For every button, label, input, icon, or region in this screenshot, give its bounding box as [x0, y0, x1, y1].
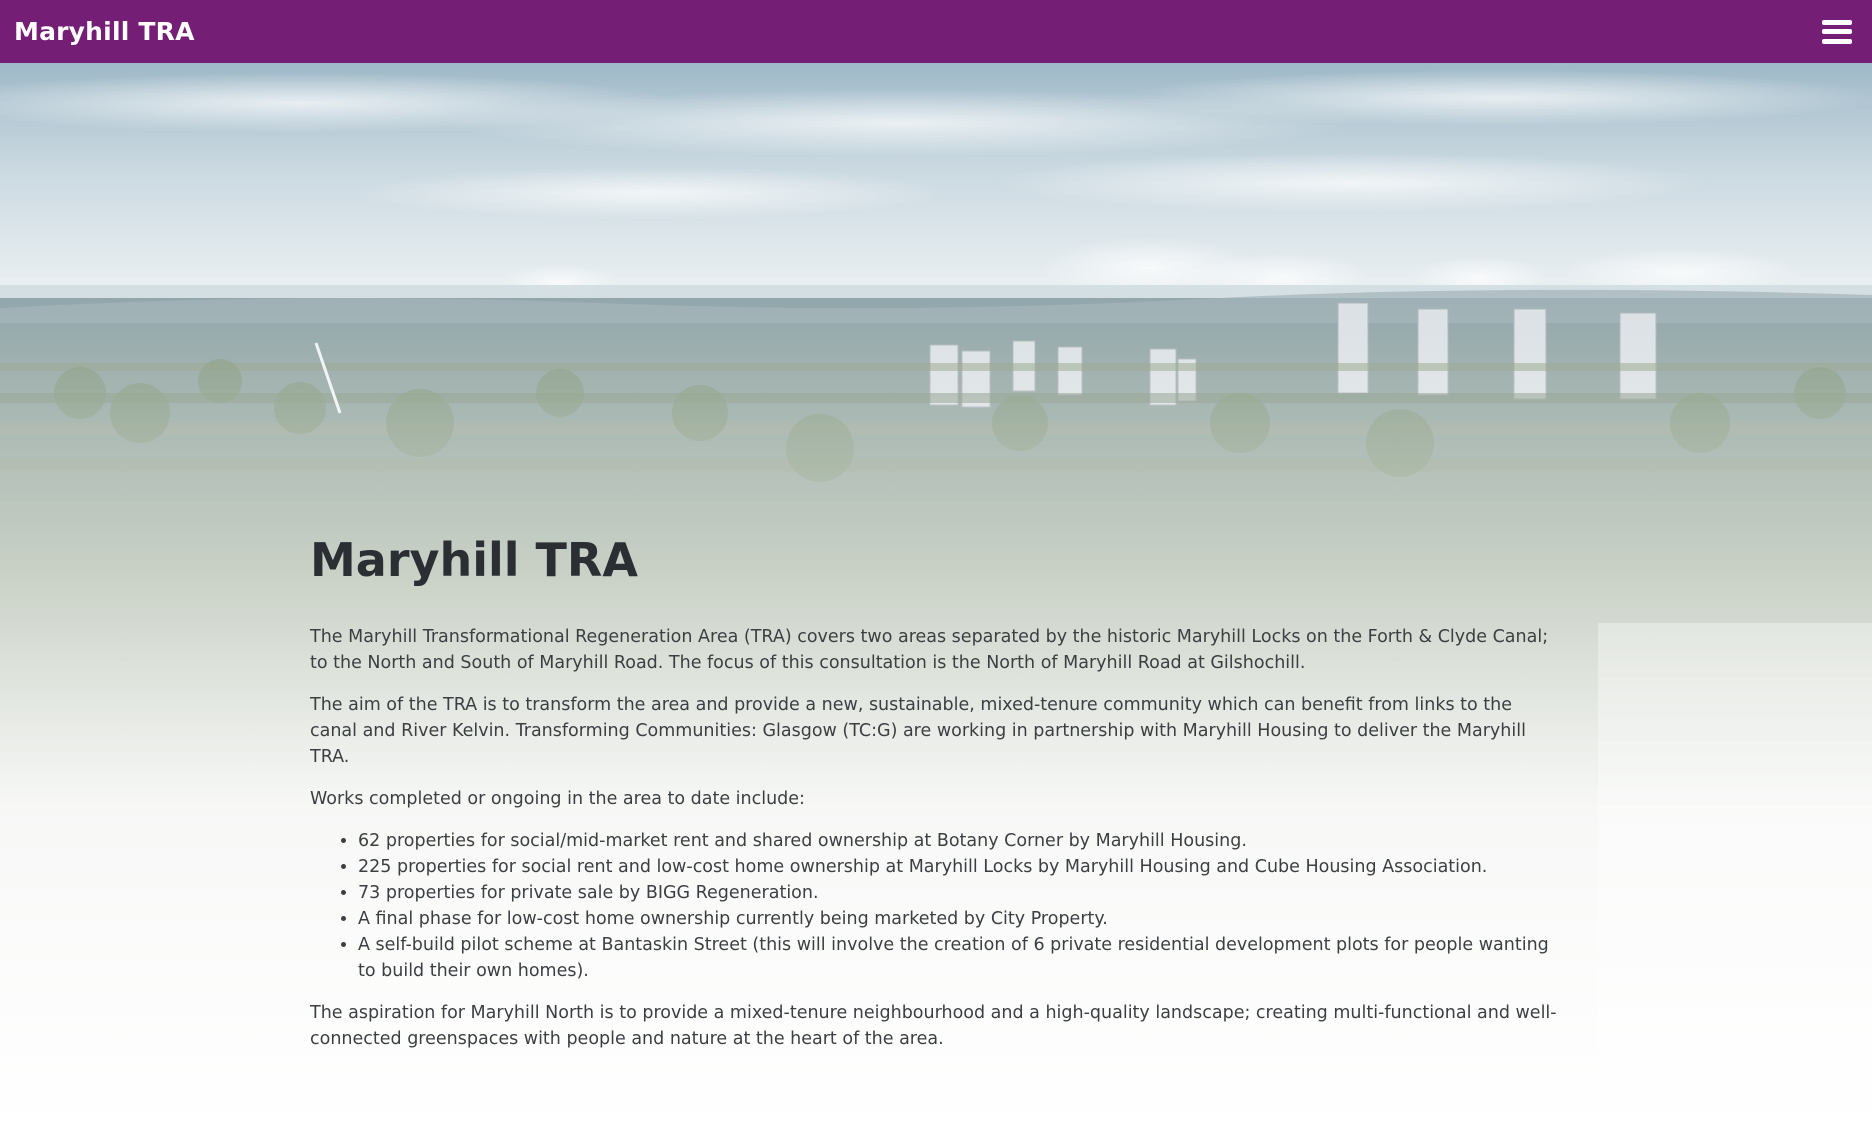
list-item: • A final phase for low-cost home ownership currently being marketed by City Property. — [358, 906, 1560, 932]
hamburger-menu-icon[interactable] — [1822, 20, 1852, 44]
top-navigation-bar — [0, 0, 1872, 63]
menu-bar-line — [1822, 29, 1852, 34]
page-title: Maryhill TRA — [310, 533, 638, 587]
aim-paragraph: The aim of the TRA is to transform the area and provide a new, sustainable, mixed-tenure community which can benefit from links to the canal and River Kelvin. Transforming Communities: Glasgow (TC:G) are working in partnership with Maryhill Housing to deliver the Maryhill TRA. — [310, 695, 1526, 767]
works-intro-paragraph: Works completed or ongoing in the area to date include: — [310, 789, 805, 809]
list-item: • 73 properties for private sale by BIGG Regeneration. — [358, 880, 1560, 906]
list-item: • A self-build pilot scheme at Bantaskin Street (this will involve the creation of 6 private residential development plots for people wanting to build their own homes). — [358, 932, 1560, 984]
main-content — [310, 530, 1560, 1068]
intro-paragraph: The Maryhill Transformational Regeneration Area (TRA) covers two areas separated by the historic Maryhill Locks on the Forth & Clyde Canal; to the North and South of Maryhill Road. The focus of this consultation is the North of Maryhill Road at Gilshochill. — [310, 627, 1549, 673]
menu-bar-line — [1822, 39, 1852, 44]
site-title[interactable]: Maryhill TRA — [14, 17, 195, 46]
closing-paragraph: The aspiration for Maryhill North is to provide a mixed-tenure neighbourhood and a high-quality landscape; creating multi-functional and well-connected greenspaces with people and nature at the heart of the area. — [310, 1003, 1557, 1049]
list-item: • 62 properties for social/mid-market rent and shared ownership at Botany Corner by Maryhill Housing. — [358, 828, 1560, 854]
list-item: • 225 properties for social rent and low-cost home ownership at Maryhill Locks by Maryhill Housing and Cube Housing Association. — [358, 854, 1560, 880]
menu-bar-line — [1822, 20, 1852, 25]
works-list — [310, 828, 1560, 984]
